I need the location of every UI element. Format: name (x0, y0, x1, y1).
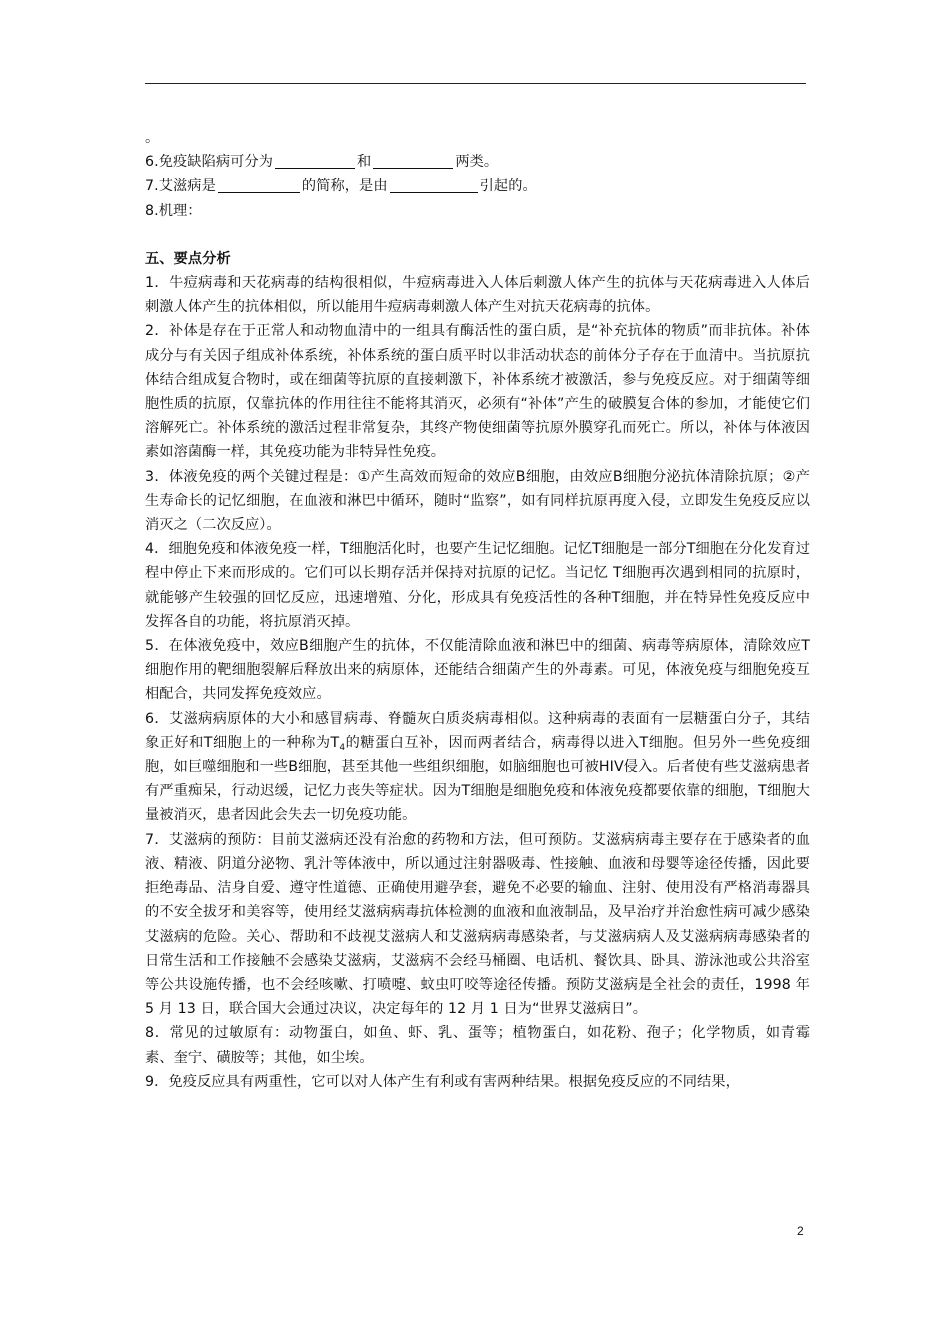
point-paragraph: 4．细胞免疫和体液免疫一样，T细胞活化时，也要产生记忆细胞。记忆T细胞是一部分T细胞在分化发育过程中停止下来而形成的。它们可以长期存活并保持对抗原的记忆。当记忆 T细胞再次遇到相同的抗原时，就能够产生较强的回忆反应，迅速增殖、分化，形成具有免疫活性的各种T细胞，并在特异性免疫反应中发挥各自的功能，将抗原消灭掉。 (145, 541, 810, 630)
question-8: 8.机理： (145, 202, 202, 219)
point-paragraph: 7．艾滋病的预防：目前艾滋病还没有治愈的药物和方法，但可预防。艾滋病病毒主要存在于感染者的血液、精液、阴道分泌物、乳汁等体液中，所以通过注射器吸毒、性接触、血液和母婴等途径传播，因此要拒绝毒品、洁身自爱、遵守性道德、正确使用避孕套，避免不必要的输血、注射、使用没有严格消毒器具的不安全拔牙和美容等，使用经艾滋病病毒抗体检测的血液和血液制品，及早治疗并治愈性病可减少感染艾滋病的危险。关心、帮助和不歧视艾滋病人和艾滋病病毒感染者，与艾滋病病人及艾滋病病毒感染者的日常生活和工作接触不会感染艾滋病，艾滋病不会经马桶圈、电话机、餐饮具、卧具、游泳池或公共浴室等公共设施传播，也不会经咳嗽、打喷嚏、蚊虫叮咬等途径传播。预防艾滋病是全社会的责任，1998 年 5 月 13 日，联合国大会通过决议，决定每年的 12 月 1 日为“世界艾滋病日”。 (145, 831, 810, 1018)
point-paragraph: 5．在体液免疫中，效应B细胞产生的抗体，不仅能清除血液和淋巴中的细菌、病毒等病原体，清除效应T细胞作用的靶细胞裂解后释放出来的病原体，还能结合细菌产生的外毒素。可见，体液免疫与细胞免疫互相配合，共同发挥免疫效应。 (145, 638, 810, 703)
subscript: 4 (339, 742, 346, 753)
point-6-text: 的糖蛋白互补，因而两者结合，病毒得以进入T细胞。但另外一些免疫细胞，如巨噬细胞和一些B细胞，甚至其他一些组织细胞，如脑细胞也可被HIV侵入。后者使有些艾滋病患者有严重痴呆，行动迟缓，记忆力丧失等症状。因为T细胞是细胞免疫和体液免疫都要依靠的细胞，T细胞大量被消灭，患者因此会失去一切免疫功能。 (145, 734, 810, 824)
question-7-mid: 的简称，是由 (301, 178, 388, 195)
question-7-prefix: 7.艾滋病是 (145, 178, 216, 195)
point-paragraph: 1．牛痘病毒和天花病毒的结构很相似，牛痘病毒进入人体后刺激人体产生的抗体与天花病毒进入人体后刺激人体产生的抗体相似，所以能用牛痘病毒刺激人体产生对抗天花病毒的抗体。 (145, 275, 810, 316)
point-paragraph (145, 707, 810, 828)
document-body (145, 126, 810, 1094)
question-7-suffix: 引起的。 (479, 178, 537, 195)
answer-blank[interactable] (373, 152, 453, 169)
header-rule (145, 83, 806, 84)
question-6-suffix: 两类。 (455, 154, 499, 171)
point-6-text: 6．艾滋病病原体的大小和感冒病毒、脊髓灰白质炎病毒相似。这种病毒的表面有一层糖蛋白分子，其结象正好和T细胞上的一种称为T (145, 710, 810, 751)
answer-blank[interactable] (218, 176, 300, 193)
point-paragraph: 8．常见的过敏原有：动物蛋白，如鱼、虾、乳、蛋等；植物蛋白，如花粉、孢子；化学物质，如青霉素、奎宁、磺胺等；其他，如尘埃。 (145, 1025, 810, 1066)
section-title: 五、要点分析 (145, 250, 231, 267)
question-7 (145, 174, 810, 198)
question-6-mid: 和 (357, 154, 372, 171)
blank-line (145, 223, 810, 247)
answer-blank[interactable] (390, 176, 478, 193)
page-number: 2 (797, 1224, 804, 1238)
point-paragraph: 2．补体是存在于正常人和动物血清中的一组具有酶活性的蛋白质，是“补充抗体的物质”而非抗体。补体成分与有关因子组成补体系统，补体系统的蛋白质平时以非活动状态的前体分子存在于血清中。当抗原抗体结合组成复合物时，或在细菌等抗原的直接刺激下，补体系统才被激活，参与免疫反应。对于细菌等细胞性质的抗原，仅靠抗体的作用往往不能将其消灭，必须有“补体”产生的破膜复合体的参加，才能使它们溶解死亡。补体系统的激活过程非常复杂，其终产物使细菌等抗原外膜穿孔而死亡。所以，补体与体液因素如溶菌酶一样，其免疫功能为非特异性免疫。 (145, 323, 810, 461)
question-6-prefix: 6.免疫缺陷病可分为 (145, 154, 274, 171)
answer-blank[interactable] (275, 152, 355, 169)
point-paragraph: 9．免疫反应具有两重性，它可以对人体产生有利或有害两种结果。根据免疫反应的不同结果， (145, 1073, 740, 1090)
point-paragraph: 3．体液免疫的两个关键过程是：①产生高效而短命的效应B细胞，由效应B细胞分泌抗体清除抗原；②产生寿命长的记忆细胞，在血液和淋巴中循环，随时“监察”，如有同样抗原再度入侵，立即发生免疫反应以消灭之（二次反应）。 (145, 468, 810, 534)
question-6 (145, 150, 810, 174)
stray-punctuation: 。 (145, 130, 160, 146)
